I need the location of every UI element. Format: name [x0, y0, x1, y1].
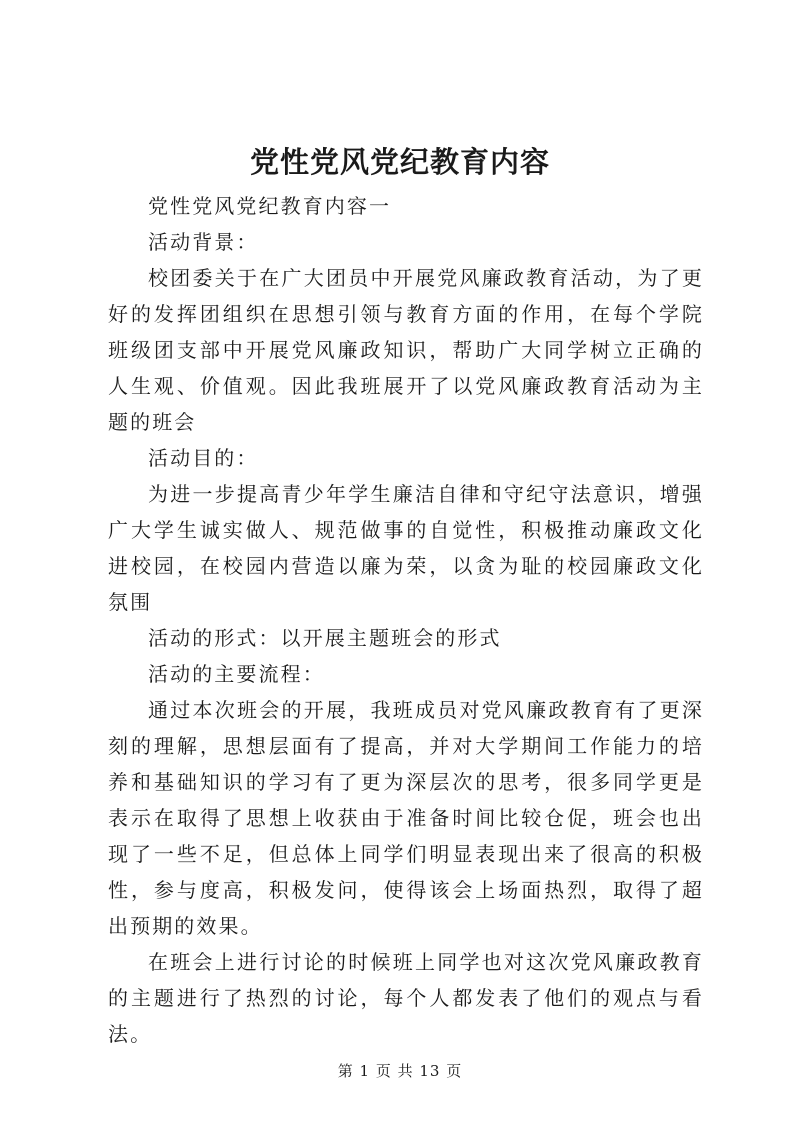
paragraph-purpose: 为进一步提高青少年学生廉洁自律和守纪守法意识，增强广大学生诚实做人、规范做事的自觉性，积极推动廉政文化进校园，在校园内营造以廉为荣，以贪为耻的校园廉政文化氛围: [108, 482, 704, 614]
paragraph-background-label: 活动背景：: [148, 230, 259, 254]
paragraph-process: 通过本次班会的开展，我班成员对党风廉政教育有了更深刻的理解，思想层面有了提高，并对大学期间工作能力的培养和基础知识的学习有了更为深层次的思考，很多同学更是表示在取得了思想上收获由于准备时间比较仓促，班会也出现了一些不足，但总体上同学们明显表现出来了很高的积极性，参与度高，积极发问，使得该会上场面热烈，取得了超出预期的效果。: [108, 698, 704, 938]
document-body: [108, 188, 704, 1052]
paragraph-purpose-label: 活动目的：: [148, 446, 259, 470]
document-title: 党性党风党纪教育内容: [249, 145, 550, 179]
paragraph-process-label: 活动的主要流程：: [148, 662, 325, 686]
paragraph-form: 活动的形式：以开展主题班会的形式: [148, 626, 502, 650]
paragraph-background: 校团委关于在广大团员中开展党风廉政教育活动，为了更好的发挥团组织在思想引领与教育方面的作用，在每个学院班级团支部中开展党风廉政知识，帮助广大同学树立正确的人生观、价值观。因此我班展开了以党风廉政教育活动为主题的班会: [108, 266, 704, 434]
paragraph-discussion: 在班会上进行讨论的时候班上同学也对这次党风廉政教育的主题进行了热烈的讨论，每个人都发表了他们的观点与看法。: [108, 950, 704, 1046]
section-heading: 党性党风党纪教育内容一: [148, 194, 392, 218]
page-number-footer: 第 1 页 共 13 页: [337, 1062, 463, 1080]
